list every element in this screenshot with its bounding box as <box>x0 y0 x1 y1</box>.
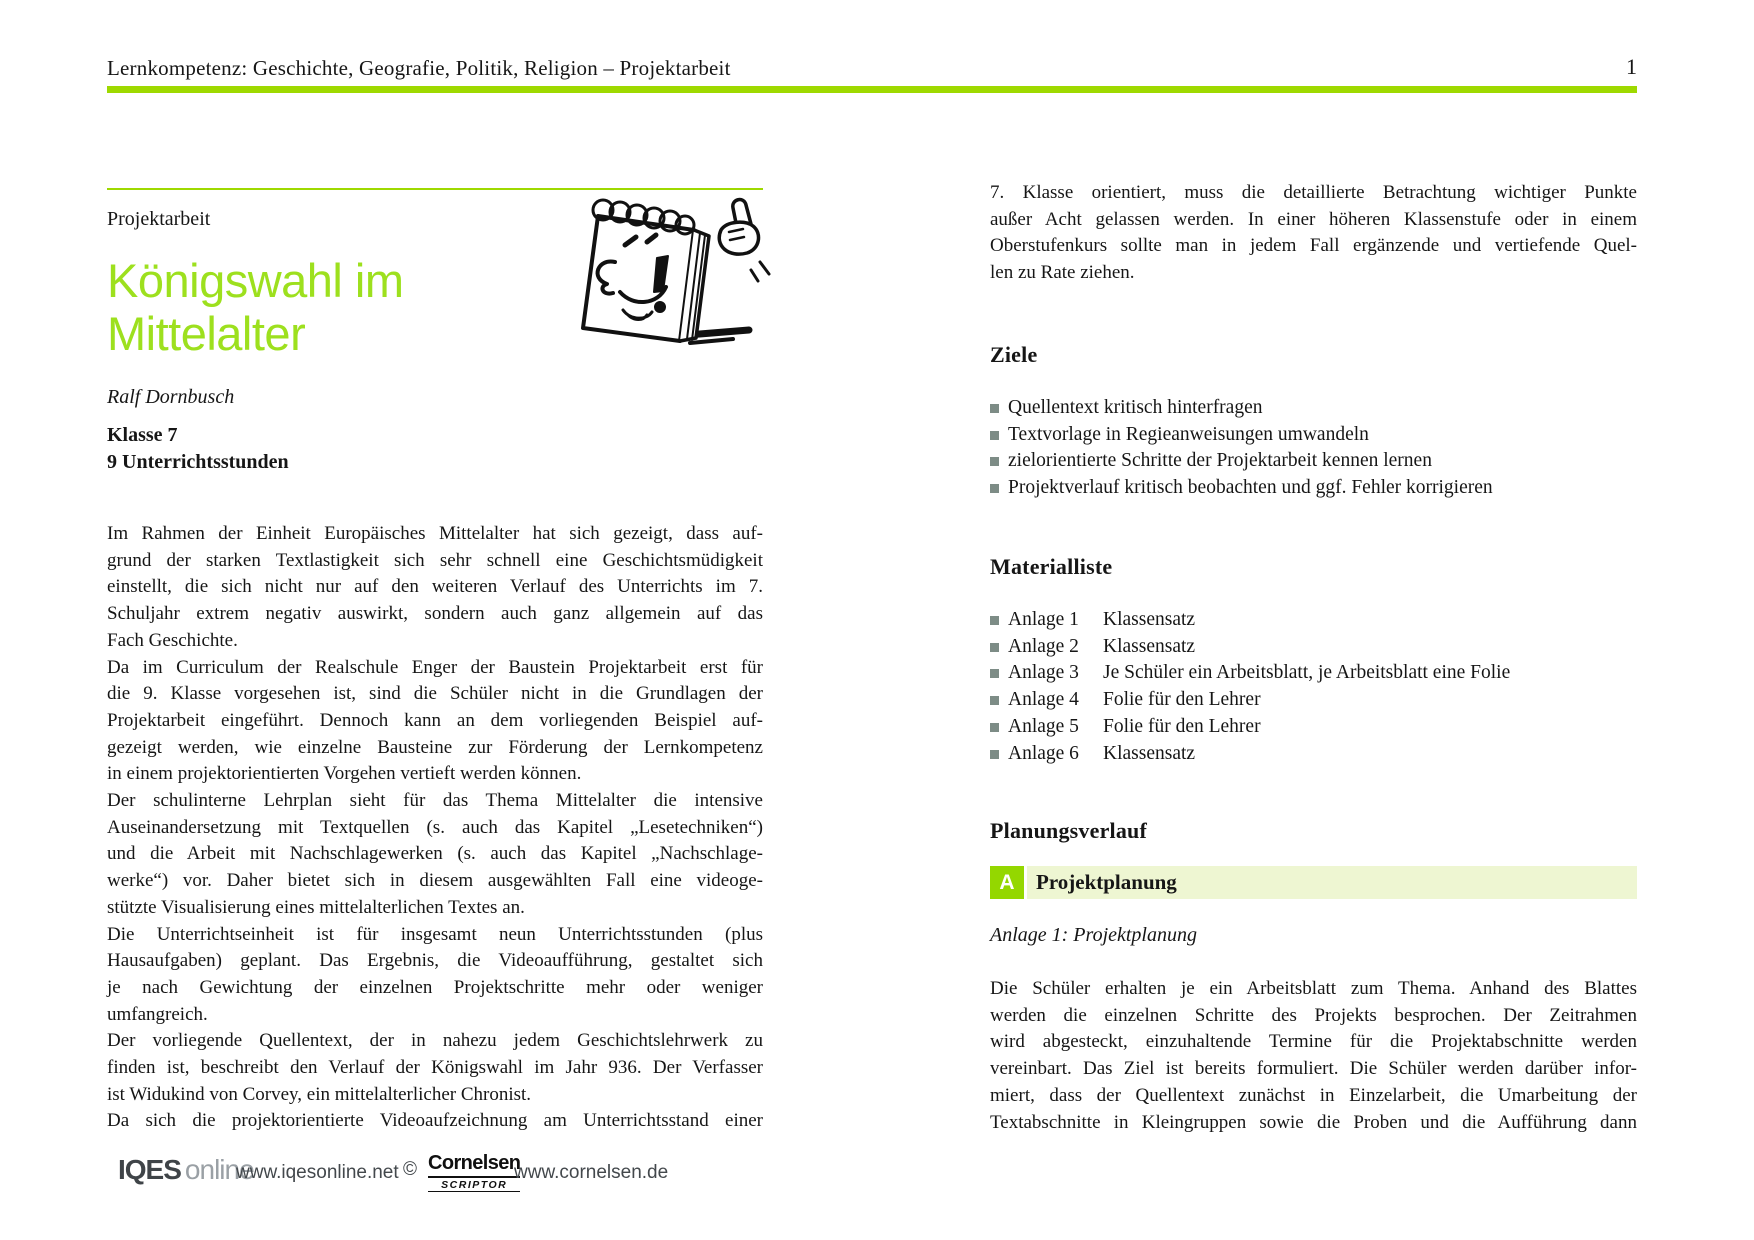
body-line: gezeigt werden, wie einzelne Bausteine zur Förderung der Lernkompetenz <box>107 736 763 758</box>
intro-paragraph <box>990 180 1637 287</box>
body-line: wird abgesteckt, einzuhaltende Termine für die Projektabschnitte werden <box>990 1031 1637 1053</box>
body-line: stützte Visualisierung eines mittelalterlichen Textes an. <box>107 896 525 918</box>
paragraph <box>107 1108 763 1135</box>
body-line: Auseinandersetzung mit Textquellen (s. auch das Kapitel „Lesetechniken“) <box>107 816 763 838</box>
body-line: Da im Curriculum der Realschule Enger der Baustein Projektarbeit erst für <box>107 656 763 678</box>
header-rule <box>107 86 1637 93</box>
body-line: werke“) vor. Daher bietet sich in diesem ausgewählten Fall eine videoge- <box>107 870 763 892</box>
paragraph <box>107 655 763 789</box>
material-row <box>990 607 1637 634</box>
list-item-label: Quellentext kritisch hinterfragen <box>1008 397 1263 418</box>
iqes-logo-bold: IQES <box>118 1154 181 1185</box>
square-bullet-icon <box>990 484 999 493</box>
material-label: Anlage 3 <box>1008 662 1079 684</box>
body-line: finden ist, beschreibt den Verlauf der Königswahl im Jahr 936. Der Verfasser <box>107 1057 763 1079</box>
cornelsen-logo <box>428 1152 520 1192</box>
body-line: die 9. Klasse vorgesehen ist, sind die Schüler nicht in die Grundlagen der <box>107 683 763 705</box>
list-item-label: Projektverlauf kritisch beobachten und ggf. Fehler korrigieren <box>1008 477 1493 499</box>
list-item <box>990 448 1637 475</box>
author: Ralf Dornbusch <box>107 386 235 408</box>
cornelsen-wordmark: Cornelsen <box>428 1152 520 1178</box>
material-label: Anlage 4 <box>1008 689 1079 711</box>
paragraph <box>107 788 763 922</box>
banner-subtitle: Anlage 1: Projektplanung <box>990 924 1197 946</box>
list-item <box>990 475 1637 502</box>
square-bullet-icon <box>990 643 999 652</box>
body-line: Textabschnitte in Kleingruppen sowie die Proben und die Aufführung dann <box>990 1111 1637 1133</box>
document-title-line1: Königswahl im <box>107 254 404 307</box>
body-line: einstellt, die sich nicht nur auf den weiteren Verlauf des Unterrichts im 7. <box>107 576 763 598</box>
square-bullet-icon <box>990 431 999 440</box>
heading-materialliste: Materialliste <box>990 554 1113 579</box>
material-row <box>990 741 1637 768</box>
body-line: Im Rahmen der Einheit Europäisches Mittelalter hat sich gezeigt, dass auf- <box>107 523 763 544</box>
body-line: Der vorliegende Quellentext, der in nahezu jedem Geschichtslehrwerk zu <box>107 1030 763 1052</box>
square-bullet-icon <box>990 457 999 466</box>
body-line: in einem projektorientierten Vorgehen vertieft werden können. <box>107 763 582 785</box>
square-bullet-icon <box>990 669 999 678</box>
section-banner <box>990 866 1637 899</box>
material-desc: Folie für den Lehrer <box>1103 689 1261 711</box>
kicker: Projektarbeit <box>107 208 211 230</box>
square-bullet-icon <box>990 696 999 705</box>
body-line: und die Arbeit mit Nachschlagewerken (s. auch das Kapitel „Nachschlage- <box>107 843 763 865</box>
body-line: Der schulinterne Lehrplan sieht für das Thema Mittelalter die intensive <box>107 790 763 812</box>
heading-planungsverlauf: Planungsverlauf <box>990 818 1148 843</box>
body-line: len zu Rate ziehen. <box>990 262 1135 284</box>
body-line: grund der starken Textlastigkeit sich sehr schnell eine Geschichtsmüdigkeit <box>107 549 763 571</box>
body-line: vereinbart. Das Ziel ist bereits formuliert. Die Schüler werden darüber infor- <box>990 1058 1637 1080</box>
page-header-title: Lernkompetenz: Geschichte, Geografie, Politik, Religion – Projektarbeit <box>107 56 731 80</box>
body-line: Oberstufenkurs sollte man in jedem Fall ergänzende und vertiefende Quel- <box>990 235 1637 257</box>
material-row <box>990 634 1637 661</box>
body-line: Projektarbeit eingeführt. Dennoch kann an dem vorliegenden Beispiel auf- <box>107 709 763 731</box>
body-line: Da sich die projektorientierte Videoaufzeichnung am Unterrichtsstand einer <box>107 1110 763 1132</box>
material-label: Anlage 2 <box>1008 635 1079 657</box>
body-line: 7. Klasse orientiert, muss die detaillierte Betrachtung wichtiger Punkte <box>990 182 1637 203</box>
material-desc: Klassensatz <box>1103 742 1196 764</box>
document-title <box>107 254 404 360</box>
left-body-text <box>107 521 763 1135</box>
cornelsen-scriptor-sub: SCRIPTOR <box>428 1179 520 1192</box>
body-line: Fach Geschichte. <box>107 629 238 651</box>
material-desc: Je Schüler ein Arbeitsblatt, je Arbeitsblatt eine Folie <box>1103 662 1511 684</box>
list-item <box>990 395 1637 422</box>
body-line: umfangreich. <box>107 1003 208 1025</box>
notepad-illustration <box>557 188 772 348</box>
paragraph <box>107 1028 763 1108</box>
material-desc: Klassensatz <box>1103 635 1196 657</box>
course-meta <box>107 422 289 476</box>
material-label: Anlage 1 <box>1008 609 1079 630</box>
material-row <box>990 687 1637 714</box>
cornelsen-url: www.cornelsen.de <box>514 1162 669 1183</box>
paragraph <box>107 521 763 655</box>
iqes-url: www.iqesonline.net <box>236 1162 399 1183</box>
list-item-label: Textvorlage in Regieanweisungen umwandeln <box>1008 423 1369 445</box>
iqes-logo-light: online <box>184 1154 254 1185</box>
body-line: außer Acht gelassen werden. In einer höheren Klassenstufe oder in einem <box>990 208 1637 230</box>
list-item-label: zielorientierte Schritte der Projektarbeit kennen lernen <box>1008 450 1432 472</box>
square-bullet-icon <box>990 750 999 759</box>
paragraph <box>107 922 763 1029</box>
banner-title: Projektplanung <box>1027 866 1637 899</box>
material-desc: Klassensatz <box>1103 609 1196 630</box>
material-label: Anlage 6 <box>1008 742 1079 764</box>
body-line: miert, dass der Quellentext zunächst in Einzelarbeit, die Umarbeitung der <box>990 1084 1637 1106</box>
body-line: Schuljahr extrem negativ auswirkt, sondern auch ganz allgemein auf das <box>107 603 763 625</box>
body-line: Hausaufgaben) geplant. Das Ergebnis, die Videoaufführung, gestaltet sich <box>107 950 763 972</box>
material-row <box>990 714 1637 741</box>
banner-letter-badge: A <box>990 866 1024 899</box>
page-number: 1 <box>1626 54 1637 79</box>
body-line: je nach Gewichtung der einzelnen Projektschritte mehr oder weniger <box>107 976 763 998</box>
material-label: Anlage 5 <box>1008 715 1079 737</box>
course-meta-class: Klasse 7 <box>107 424 178 446</box>
heading-ziele: Ziele <box>990 342 1038 367</box>
document-title-line2: Mittelalter <box>107 307 306 360</box>
copyright-symbol: © <box>403 1159 417 1180</box>
square-bullet-icon <box>990 616 999 625</box>
course-meta-hours: 9 Unterrichtsstunden <box>107 451 289 473</box>
body-line: ist Widukind von Corvey, ein mittelalterlicher Chronist. <box>107 1083 532 1105</box>
body-line: Die Unterrichtseinheit ist für insgesamt neun Unterrichtsstunden (plus <box>107 923 763 945</box>
body-line: Die Schüler erhalten je ein Arbeitsblatt zum Thema. Anhand des Blattes <box>990 978 1637 999</box>
list-item <box>990 422 1637 449</box>
material-row <box>990 660 1637 687</box>
square-bullet-icon <box>990 404 999 413</box>
material-list <box>990 607 1637 767</box>
planung-paragraph <box>990 976 1637 1136</box>
material-desc: Folie für den Lehrer <box>1103 715 1261 737</box>
ziele-list <box>990 395 1637 502</box>
square-bullet-icon <box>990 723 999 732</box>
body-line: werden die einzelnen Schritte des Projekts besprochen. Der Zeitrahmen <box>990 1004 1637 1026</box>
iqes-logo <box>118 1154 254 1186</box>
